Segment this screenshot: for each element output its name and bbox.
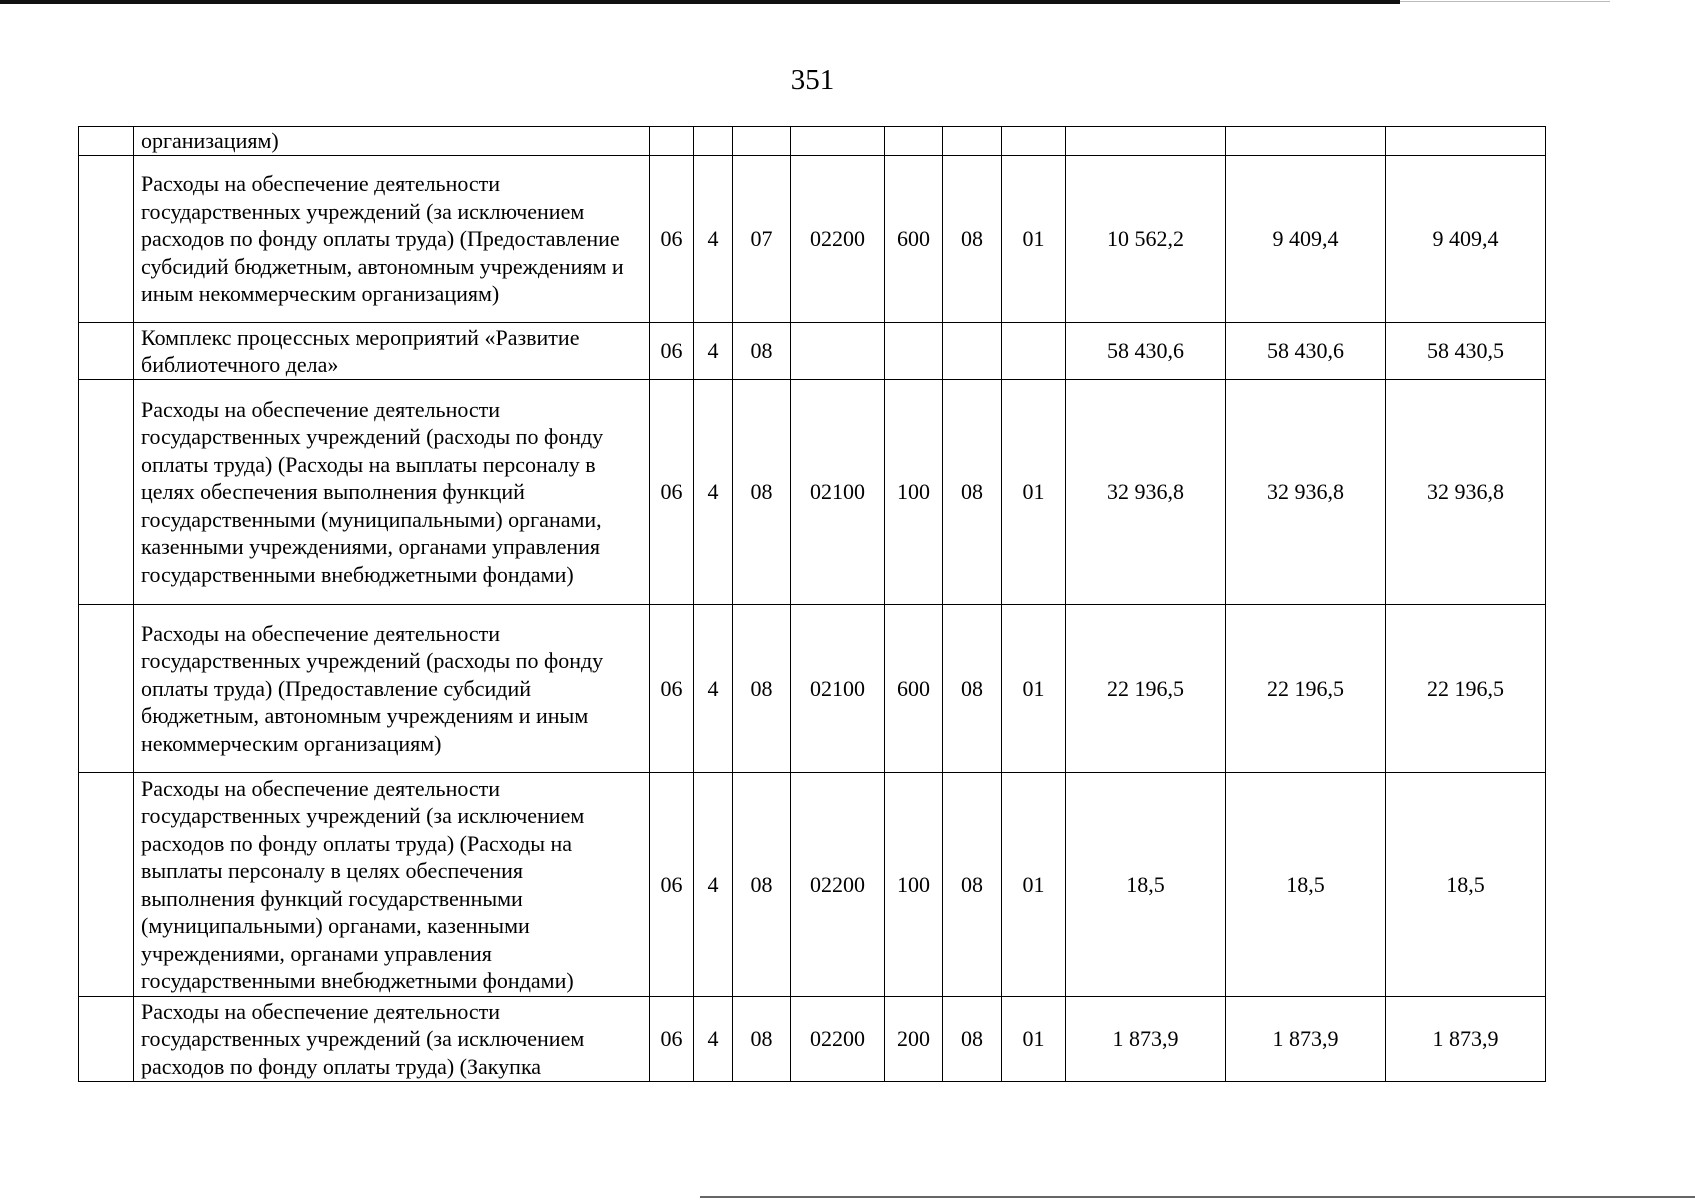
code-cell [943,323,1002,380]
amount-cell: 22 196,5 [1386,605,1546,773]
amount-cell: 58 430,6 [1066,323,1226,380]
table-row [79,605,1546,773]
table-row [79,773,1546,997]
code-cell: 02100 [791,380,885,605]
row-name: организациям) [134,127,650,156]
code-cell: 4 [694,156,733,323]
code-cell: 08 [733,605,791,773]
table-row [79,156,1546,323]
code-cell: 08 [733,380,791,605]
code-cell [1002,323,1066,380]
amount-cell: 1 873,9 [1066,997,1226,1082]
row-name: Расходы на обеспечение деятельности государственных учреждений (за исключением расходов по фонду оплаты труда) (Расходы на выплаты персоналу в целях обеспечения выполнения функций государственными (муниципальными) органами, казенными учреждениями, органами управления государственными внебюджетными фондами) [134,773,650,997]
code-cell: 02200 [791,773,885,997]
code-cell: 600 [885,156,943,323]
row-index-cell [79,605,134,773]
amount-cell: 58 430,5 [1386,323,1546,380]
code-cell: 100 [885,380,943,605]
code-cell: 08 [733,997,791,1082]
code-cell: 07 [733,156,791,323]
amount-cell [1066,127,1226,156]
code-cell [733,127,791,156]
page-number: 351 [790,64,835,96]
code-cell: 100 [885,773,943,997]
amount-cell: 22 196,5 [1226,605,1386,773]
code-cell [1002,127,1066,156]
code-cell [885,323,943,380]
code-cell: 06 [650,997,694,1082]
code-cell [694,127,733,156]
code-cell: 08 [943,997,1002,1082]
code-cell: 4 [694,997,733,1082]
code-cell: 4 [694,605,733,773]
code-cell: 06 [650,156,694,323]
amount-cell: 32 936,8 [1386,380,1546,605]
code-cell: 08 [943,773,1002,997]
code-cell: 08 [943,605,1002,773]
code-cell: 06 [650,773,694,997]
top-rule [0,0,1400,4]
budget-table [78,126,1546,1082]
amount-cell: 18,5 [1226,773,1386,997]
code-cell: 01 [1002,605,1066,773]
code-cell: 02100 [791,605,885,773]
code-cell: 4 [694,380,733,605]
code-cell: 01 [1002,773,1066,997]
amount-cell: 22 196,5 [1066,605,1226,773]
row-index-cell [79,773,134,997]
amount-cell: 9 409,4 [1226,156,1386,323]
table-row [79,997,1546,1082]
bottom-rule [700,1196,1695,1198]
row-name: Расходы на обеспечение деятельности государственных учреждений (за исключением расходов по фонду оплаты труда) (Закупка [134,997,650,1082]
code-cell: 200 [885,997,943,1082]
top-rule-faint [1400,1,1610,2]
code-cell: 08 [943,380,1002,605]
amount-cell [1226,127,1386,156]
code-cell: 02200 [791,997,885,1082]
code-cell: 01 [1002,997,1066,1082]
code-cell: 4 [694,323,733,380]
table-row [79,380,1546,605]
code-cell [885,127,943,156]
code-cell: 600 [885,605,943,773]
code-cell [791,127,885,156]
amount-cell: 32 936,8 [1066,380,1226,605]
code-cell: 06 [650,605,694,773]
code-cell [943,127,1002,156]
amount-cell: 18,5 [1066,773,1226,997]
amount-cell: 58 430,6 [1226,323,1386,380]
code-cell: 01 [1002,156,1066,323]
code-cell: 08 [733,323,791,380]
row-name: Расходы на обеспечение деятельности государственных учреждений (расходы по фонду оплаты труда) (Предоставление субсидий бюджетным, автономным учреждениям и иным некоммерческим организациям) [134,605,650,773]
amount-cell: 1 873,9 [1386,997,1546,1082]
amount-cell: 1 873,9 [1226,997,1386,1082]
row-name: Расходы на обеспечение деятельности государственных учреждений (расходы по фонду оплаты труда) (Расходы на выплаты персоналу в целях обеспечения выполнения функций государственными (муниципальными) органами, казенными учреждениями, органами управления государственными внебюджетными фондами) [134,380,650,605]
row-name: Комплекс процессных мероприятий «Развитие библиотечного дела» [134,323,650,380]
amount-cell: 32 936,8 [1226,380,1386,605]
table-body [79,127,1546,1082]
row-index-cell [79,127,134,156]
table-row [79,323,1546,380]
row-name: Расходы на обеспечение деятельности государственных учреждений (за исключением расходов по фонду оплаты труда) (Предоставление субсидий бюджетным, автономным учреждениям и иным некоммерческим организациям) [134,156,650,323]
amount-cell: 10 562,2 [1066,156,1226,323]
amount-cell: 9 409,4 [1386,156,1546,323]
code-cell: 02200 [791,156,885,323]
row-index-cell [79,323,134,380]
amount-cell: 18,5 [1386,773,1546,997]
code-cell [791,323,885,380]
table-row [79,127,1546,156]
code-cell: 08 [943,156,1002,323]
code-cell: 06 [650,323,694,380]
code-cell: 06 [650,380,694,605]
code-cell: 01 [1002,380,1066,605]
row-index-cell [79,997,134,1082]
code-cell: 08 [733,773,791,997]
code-cell: 4 [694,773,733,997]
row-index-cell [79,380,134,605]
amount-cell [1386,127,1546,156]
code-cell [650,127,694,156]
row-index-cell [79,156,134,323]
